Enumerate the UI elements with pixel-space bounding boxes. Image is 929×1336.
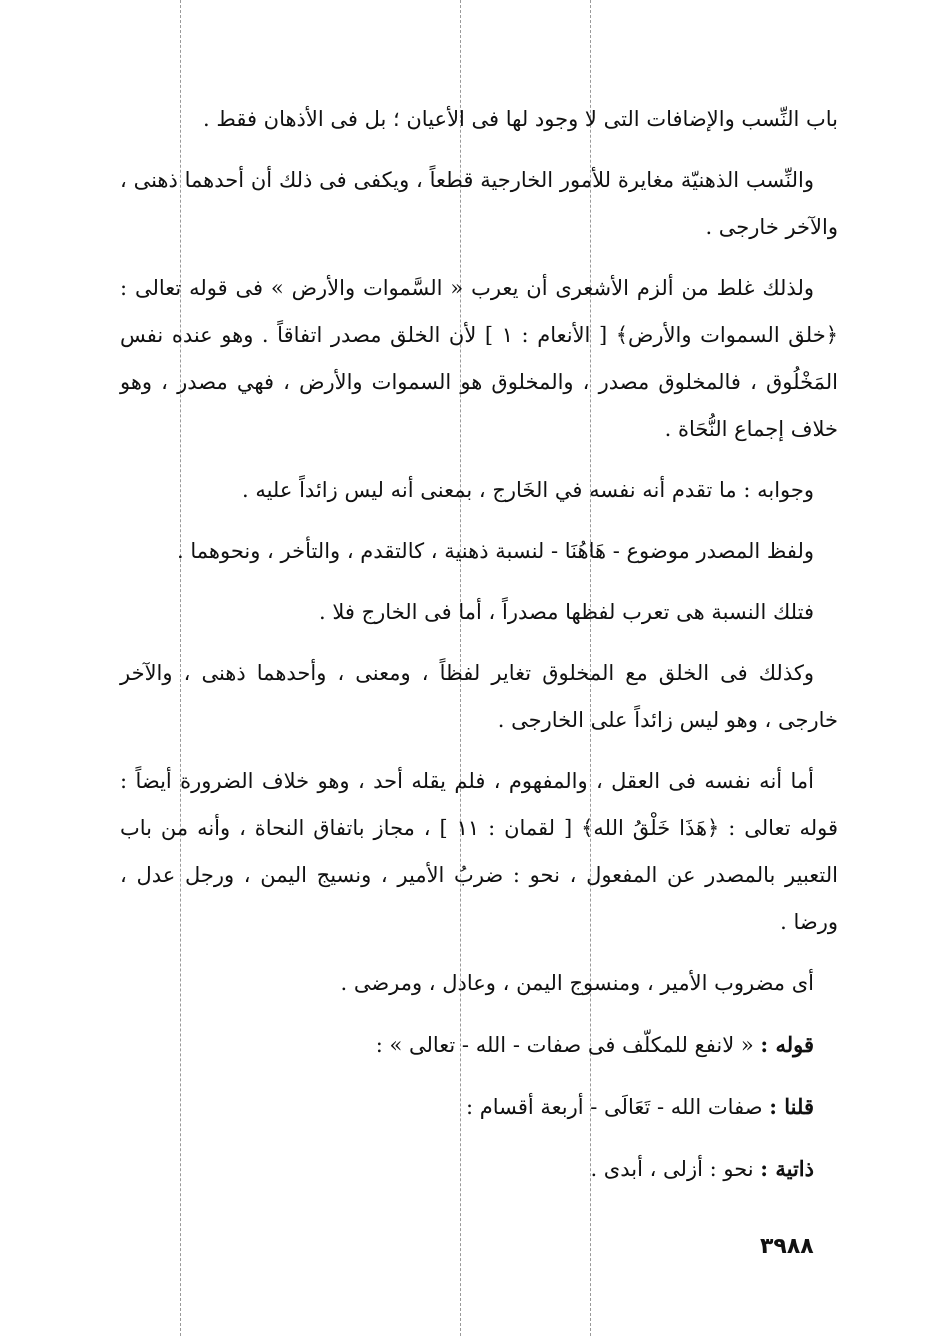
paragraph-8: أما أنه نفسه فى العقل ، والمفهوم ، فلم يقله أحد ، وهو خلاف الضرورة أيضاً : قوله تعالى : ﴿هَذَا خَلْقُ الله﴾ [ لقمان : ١١ ] ، مجاز باتفاق النحاة ، وأنه من باب التعبير بالمصدر عن المفعول ، نحو : ضربُ الأمير ، ونسيج اليمن ، ورجل عدل ، ورضا . xyxy=(120,769,838,934)
paragraph-6: فتلك النسبة هى تعرب لفظها مصدراً ، أما فى الخارج فلا . xyxy=(319,600,814,624)
qulna-lead: قلنا : xyxy=(769,1094,814,1119)
qawluhu-paragraph xyxy=(120,1021,838,1069)
paragraph-1: باب النِّسب والإضافات التى لا وجود لها فى الأعيان ؛ بل فى الأذهان فقط . xyxy=(203,107,838,131)
page-text xyxy=(120,96,838,1207)
qulna-paragraph xyxy=(120,1083,838,1131)
dhatiya-paragraph xyxy=(120,1145,838,1193)
qulna-text: صفات الله - تَعَالَى - أربعة أقسام : xyxy=(465,1095,770,1119)
dhatiya-lead: ذاتية : xyxy=(760,1156,814,1181)
paragraph-9: أى مضروب الأمير ، ومنسوج اليمن ، وعادل ، ومرضى . xyxy=(340,971,814,995)
dhatiya-text: نحو : أزلى ، أبدى . xyxy=(590,1157,761,1181)
paragraph-2: والنِّسب الذهنيّة مغايرة للأمور الخارجية قطعاً ، ويكفى فى ذلك أن أحدهما ذهنى ، والآخر خارجى . xyxy=(120,168,838,239)
paragraph-3: ولذلك غلط من ألزم الأشعرى أن يعرب « السَّموات والأرض » فى قوله تعالى : ﴿خلق السموات والأرض﴾ [ الأنعام : ١ ] لأن الخلق مصدر اتفاقاً . وهو عنده نفس المَخْلُوق ، فالمخلوق مصدر ، والمخلوق هو السموات والأرض ، فهي مصدر ، وهو خلاف إجماع النُّحَاة . xyxy=(120,276,838,441)
paragraph-7: وكذلك فى الخلق مع المخلوق تغاير لفظاً ، ومعنى ، وأحدهما ذهنى ، والآخر خارجى ، وهو ليس زائداً على الخارجى . xyxy=(120,661,838,732)
qawluhu-text: « لانفع للمكلّف فى صفات - الله - تعالى » : xyxy=(375,1033,761,1057)
page-number: ٣٩٨٨ xyxy=(760,1234,814,1259)
paragraph-4: وجوابه : ما تقدم أنه نفسه في الخَارج ، بمعنى أنه ليس زائداً عليه . xyxy=(241,478,814,502)
paragraph-5: ولفظ المصدر موضوع - هَاهُنَا - لنسبة ذهنية ، كالتقدم ، والتأخر ، ونحوهما . xyxy=(177,539,814,563)
qawluhu-lead: قوله : xyxy=(760,1032,814,1057)
